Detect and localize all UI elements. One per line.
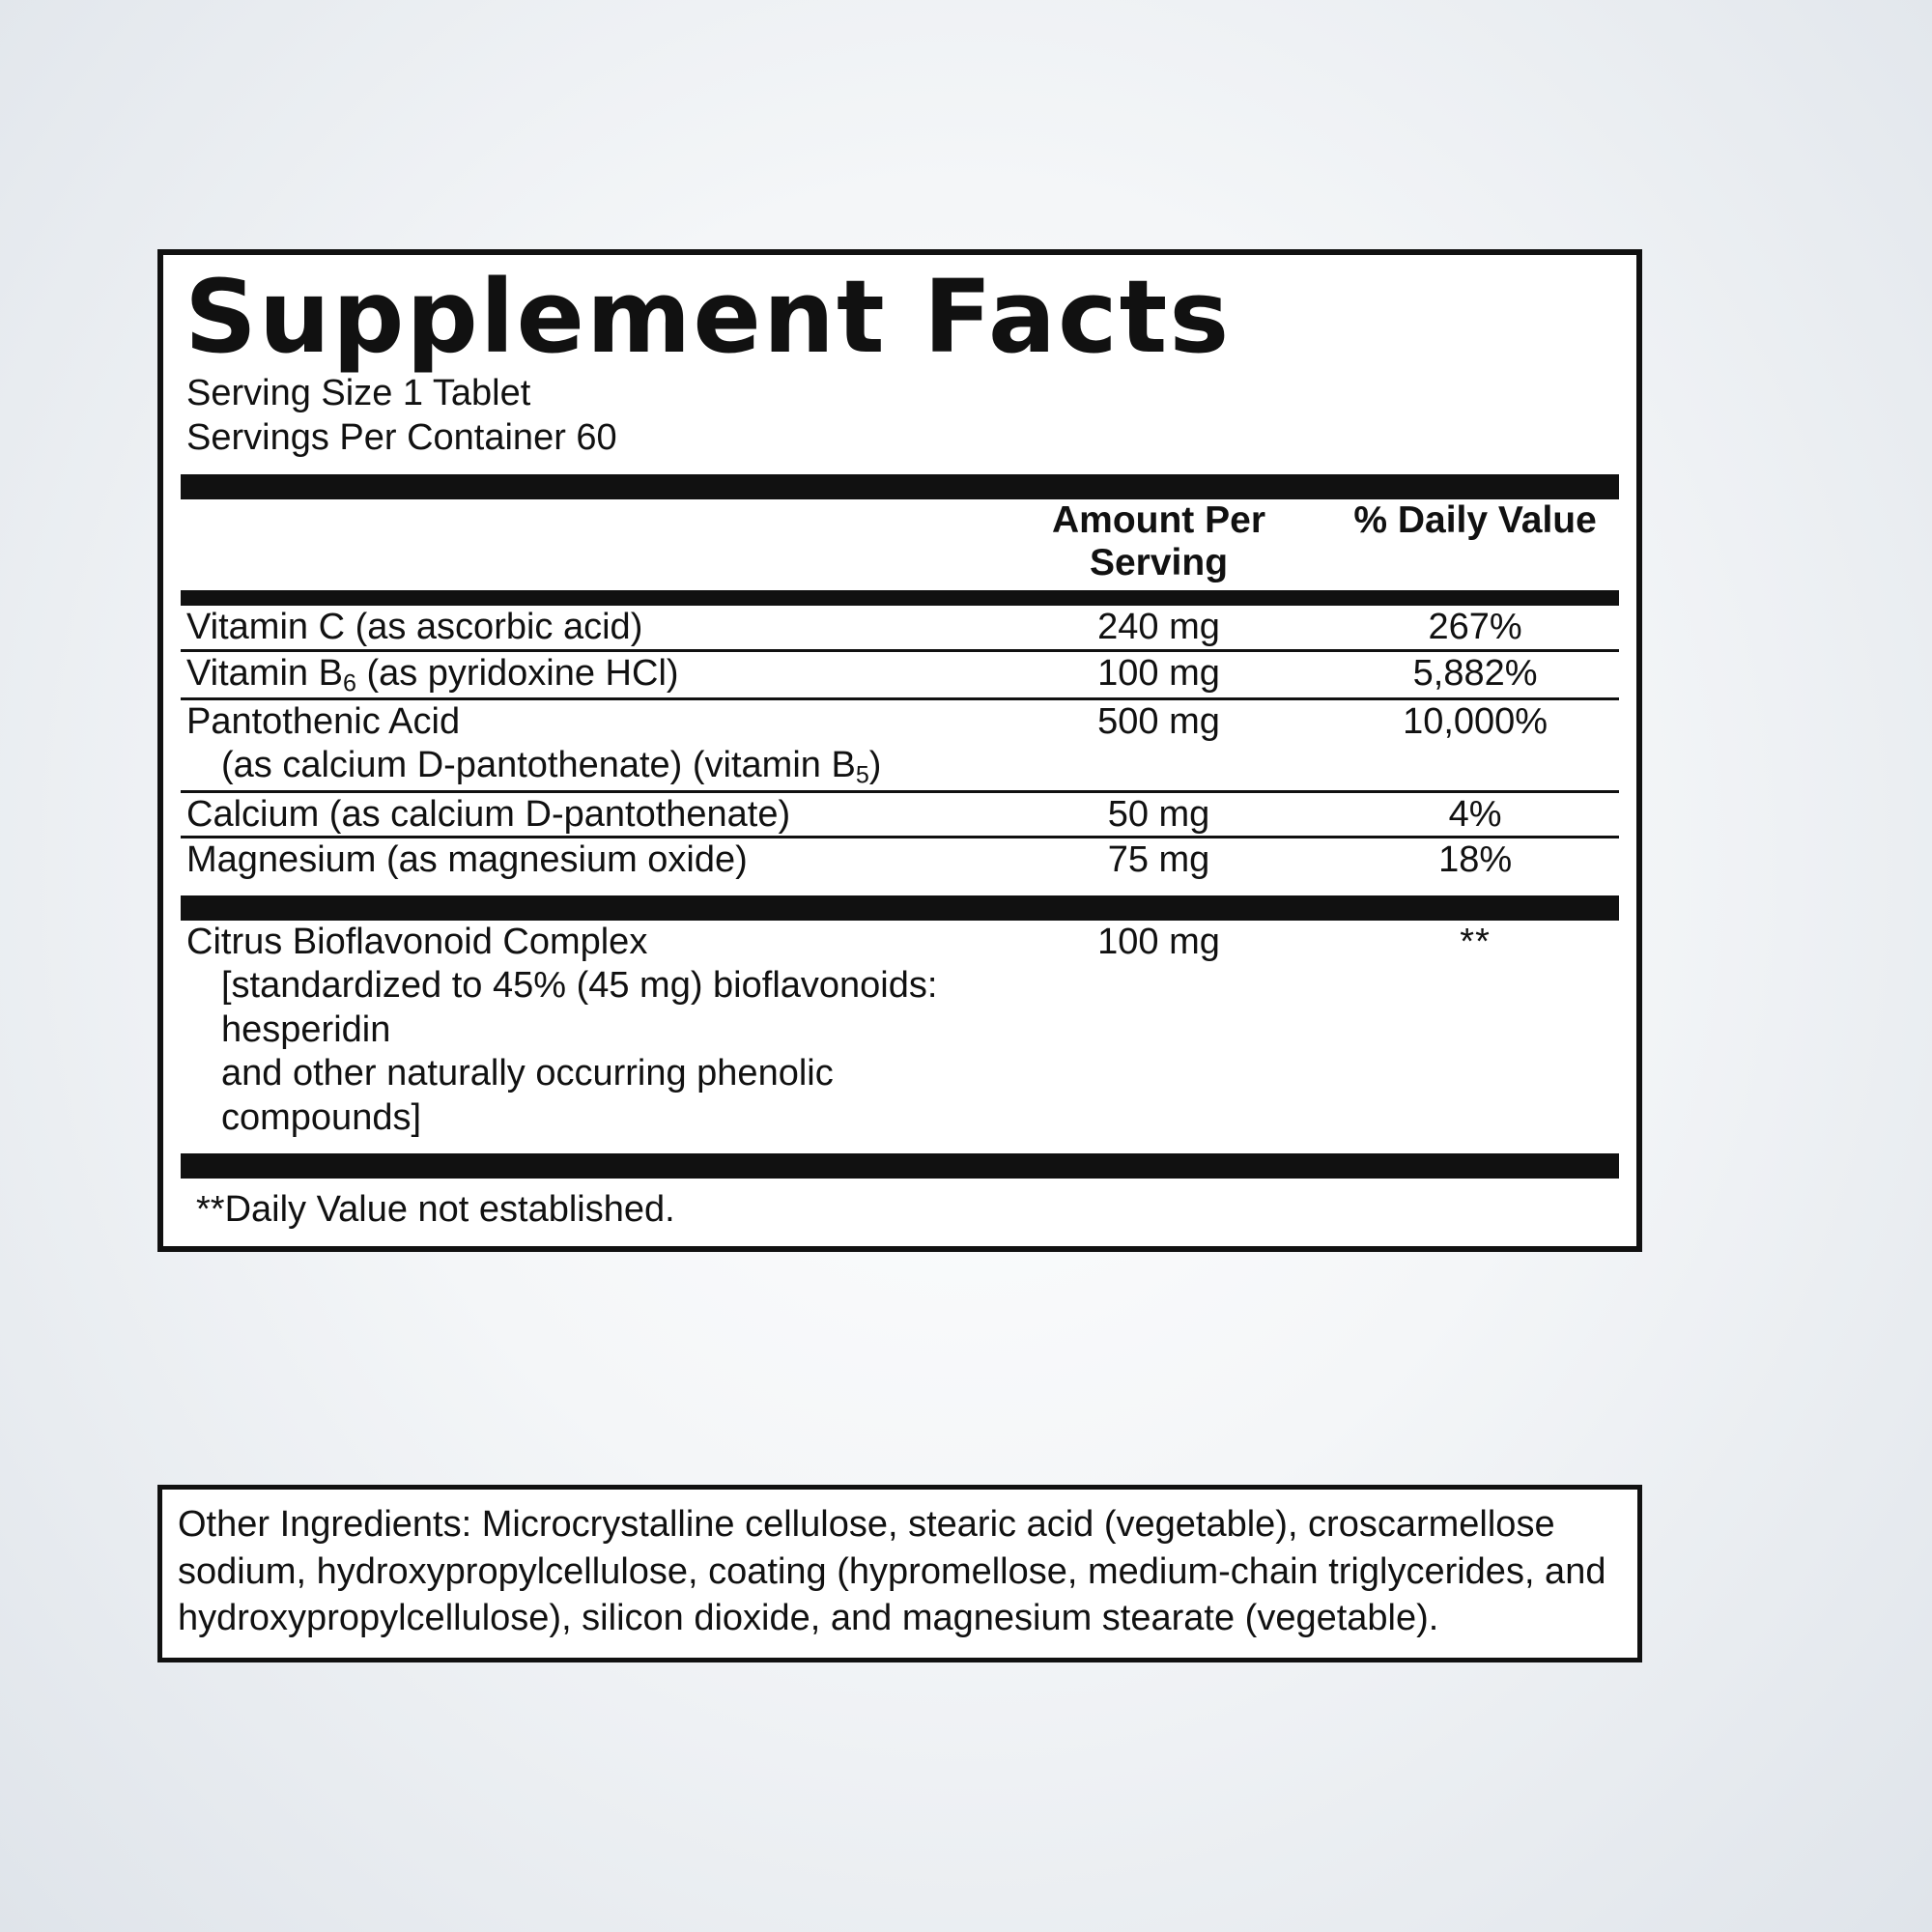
blend-dv: ** bbox=[1460, 922, 1491, 963]
nutrient-name bbox=[181, 699, 986, 791]
nutrient-dv: 4% bbox=[1331, 791, 1619, 838]
divider-below-blend bbox=[181, 1153, 1619, 1179]
other-ingredients-text: Other Ingredients: Microcrystalline cellulose, stearic acid (vegetable), croscarmellose sodium, hydroxypropylcellulose, coating (hypromellose, medium-chain triglycerides, and hydroxypropylcellulose), silicon dioxide, and magnesium stearate (vegetable). bbox=[178, 1504, 1606, 1639]
table-row bbox=[181, 699, 1619, 791]
header-blank bbox=[181, 499, 986, 584]
nutrient-detail-pre: (as calcium D-pantothenate) (vitamin B bbox=[221, 745, 856, 786]
nutrient-name-detail bbox=[186, 744, 986, 789]
daily-value-footnote: **Daily Value not established. bbox=[196, 1189, 675, 1231]
table-row bbox=[181, 921, 1619, 1140]
nutrient-name bbox=[181, 650, 986, 699]
blend-name-main: Citrus Bioflavonoid Complex bbox=[186, 922, 648, 963]
blend-detail-line-2: and other naturally occurring phenolic compounds] bbox=[221, 1053, 834, 1138]
divider-under-header bbox=[181, 590, 1619, 606]
table-header-row bbox=[181, 499, 1619, 584]
nutrient-name-subscript: 6 bbox=[342, 668, 356, 696]
header-amount-per-serving: Amount Per Serving bbox=[1052, 498, 1266, 583]
table-row bbox=[181, 791, 1619, 838]
nutrient-name-pre: Vitamin B bbox=[186, 652, 343, 694]
nutrient-dv: 10,000% bbox=[1331, 699, 1619, 791]
nutrient-name: Calcium (as calcium D-pantothenate) bbox=[181, 791, 986, 838]
other-ingredients-panel bbox=[157, 1485, 1642, 1662]
nutrient-name: Vitamin C (as ascorbic acid) bbox=[186, 606, 643, 647]
nutrient-detail-subscript: 5 bbox=[855, 761, 869, 789]
nutrient-rows-table bbox=[181, 606, 1619, 883]
nutrient-dv: 267% bbox=[1428, 606, 1522, 647]
nutrient-amount: 50 mg bbox=[986, 791, 1331, 838]
divider-above-blend bbox=[181, 895, 1619, 921]
nutrient-amount: 75 mg bbox=[986, 838, 1331, 882]
serving-size-text: Serving Size 1 Tablet bbox=[186, 373, 531, 413]
supplement-facts-panel bbox=[157, 249, 1642, 1252]
nutrition-table bbox=[181, 499, 1619, 584]
nutrient-detail-post: ) bbox=[868, 745, 882, 786]
nutrient-name-main: Pantothenic Acid bbox=[186, 701, 461, 743]
table-row bbox=[181, 838, 1619, 882]
divider-thick-top bbox=[181, 474, 1619, 499]
servings-per-container-text: Servings Per Container 60 bbox=[186, 417, 617, 459]
nutrient-dv: 5,882% bbox=[1331, 650, 1619, 699]
nutrient-amount: 500 mg bbox=[986, 699, 1331, 791]
nutrient-amount: 100 mg bbox=[986, 650, 1331, 699]
nutrient-dv: 18% bbox=[1331, 838, 1619, 882]
nutrient-amount: 240 mg bbox=[1097, 606, 1220, 647]
blend-amount: 100 mg bbox=[1097, 922, 1220, 963]
page-title: Supplement Facts bbox=[185, 258, 1232, 376]
blend-table bbox=[181, 921, 1619, 1140]
blend-name bbox=[181, 921, 986, 1140]
header-daily-value: % Daily Value bbox=[1353, 498, 1597, 541]
table-row bbox=[181, 606, 1619, 650]
table-row bbox=[181, 650, 1619, 699]
nutrient-name: Magnesium (as magnesium oxide) bbox=[181, 838, 986, 882]
nutrient-name-post: (as pyridoxine HCl) bbox=[355, 652, 679, 694]
blend-detail-line-1: [standardized to 45% (45 mg) bioflavonoids: hesperidin bbox=[221, 965, 938, 1050]
